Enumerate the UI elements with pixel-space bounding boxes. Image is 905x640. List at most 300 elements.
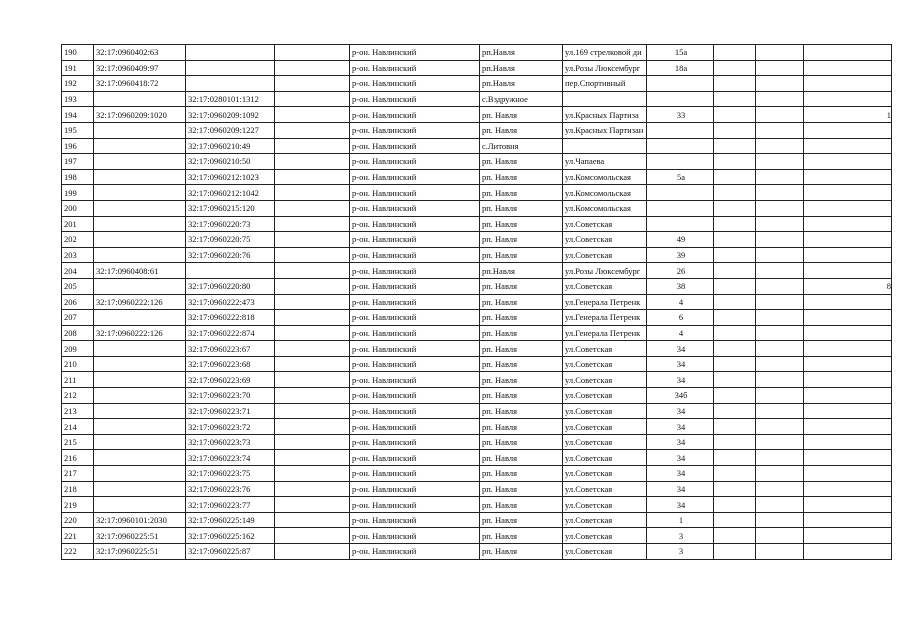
new-cadastral-number — [186, 45, 275, 61]
street-cell: ул.Советская — [563, 466, 647, 482]
row-number: 216 — [62, 450, 94, 466]
settlement-cell: рп. Навля — [480, 154, 563, 170]
table-row — [62, 388, 892, 404]
extra-cell-2 — [756, 481, 804, 497]
old-cadastral-number — [94, 388, 186, 404]
empty-cell — [275, 278, 350, 294]
empty-cell — [275, 466, 350, 482]
table-row — [62, 76, 892, 92]
house-number-cell: 34 — [647, 450, 714, 466]
table-row — [62, 512, 892, 528]
row-number: 207 — [62, 310, 94, 326]
street-cell: ул.Советская — [563, 403, 647, 419]
district-cell: р-он. Навлинский — [350, 466, 480, 482]
registry-body — [62, 45, 892, 560]
empty-cell — [275, 200, 350, 216]
old-cadastral-number — [94, 247, 186, 263]
street-cell: ул.Советская — [563, 388, 647, 404]
table-row — [62, 544, 892, 560]
extra-cell-2 — [756, 185, 804, 201]
empty-cell — [275, 185, 350, 201]
table-row — [62, 403, 892, 419]
extra-cell-1 — [714, 216, 756, 232]
house-number-cell: 15а — [647, 45, 714, 61]
old-cadastral-number — [94, 200, 186, 216]
extra-cell-1 — [714, 419, 756, 435]
old-cadastral-number — [94, 154, 186, 170]
table-row — [62, 356, 892, 372]
street-cell: ул.Советская — [563, 481, 647, 497]
extra-cell-2 — [756, 356, 804, 372]
new-cadastral-number: 32:17:0960223:73 — [186, 434, 275, 450]
row-number: 195 — [62, 122, 94, 138]
settlement-cell: рп.Навля — [480, 60, 563, 76]
settlement-cell: рп. Навля — [480, 107, 563, 123]
street-cell: пер.Спортивный — [563, 76, 647, 92]
new-cadastral-number: 32:17:0960223:74 — [186, 450, 275, 466]
settlement-cell: рп. Навля — [480, 278, 563, 294]
district-cell: р-он. Навлинский — [350, 341, 480, 357]
extra-cell-1 — [714, 154, 756, 170]
district-cell: р-он. Навлинский — [350, 388, 480, 404]
empty-cell — [275, 232, 350, 248]
extra-cell-2 — [756, 60, 804, 76]
extra-cell-2 — [756, 76, 804, 92]
row-number: 201 — [62, 216, 94, 232]
street-cell: ул.Советская — [563, 544, 647, 560]
row-number: 193 — [62, 91, 94, 107]
table-row — [62, 481, 892, 497]
registry-table — [61, 44, 892, 560]
house-number-cell: 6 — [647, 310, 714, 326]
table-row — [62, 247, 892, 263]
street-cell: ул.Генерала Петренк — [563, 325, 647, 341]
old-cadastral-number — [94, 356, 186, 372]
new-cadastral-number: 32:17:0960222:818 — [186, 310, 275, 326]
old-cadastral-number — [94, 185, 186, 201]
new-cadastral-number: 32:17:0960223:72 — [186, 419, 275, 435]
empty-cell — [275, 512, 350, 528]
settlement-cell: рп. Навля — [480, 528, 563, 544]
extra-cell-2 — [756, 528, 804, 544]
empty-cell — [275, 434, 350, 450]
street-cell: ул.Советская — [563, 278, 647, 294]
house-number-cell: 4 — [647, 294, 714, 310]
extra-cell-2 — [756, 403, 804, 419]
new-cadastral-number: 32:17:0960225:149 — [186, 512, 275, 528]
old-cadastral-number — [94, 372, 186, 388]
settlement-cell: с.Вздружное — [480, 91, 563, 107]
old-cadastral-number: 32:17:0960222:126 — [94, 325, 186, 341]
house-number-cell: 49 — [647, 232, 714, 248]
extra-cell-3 — [804, 356, 892, 372]
district-cell: р-он. Навлинский — [350, 294, 480, 310]
house-number-cell: 33 — [647, 107, 714, 123]
extra-cell-2 — [756, 107, 804, 123]
street-cell — [563, 138, 647, 154]
table-row — [62, 278, 892, 294]
old-cadastral-number: 32:17:0960225:51 — [94, 528, 186, 544]
extra-cell-1 — [714, 107, 756, 123]
new-cadastral-number: 32:17:0960210:49 — [186, 138, 275, 154]
row-number: 211 — [62, 372, 94, 388]
old-cadastral-number — [94, 122, 186, 138]
district-cell: р-он. Навлинский — [350, 356, 480, 372]
district-cell: р-он. Навлинский — [350, 169, 480, 185]
row-number: 191 — [62, 60, 94, 76]
row-number: 190 — [62, 45, 94, 61]
house-number-cell: 39 — [647, 247, 714, 263]
table-row — [62, 107, 892, 123]
house-number-cell: 4 — [647, 325, 714, 341]
district-cell: р-он. Навлинский — [350, 310, 480, 326]
row-number: 194 — [62, 107, 94, 123]
extra-cell-3 — [804, 372, 892, 388]
extra-cell-2 — [756, 325, 804, 341]
settlement-cell: рп. Навля — [480, 356, 563, 372]
old-cadastral-number: 32:17:0960402:63 — [94, 45, 186, 61]
empty-cell — [275, 76, 350, 92]
table-row — [62, 185, 892, 201]
street-cell: ул.Генерала Петренк — [563, 310, 647, 326]
district-cell: р-он. Навлинский — [350, 450, 480, 466]
extra-cell-1 — [714, 232, 756, 248]
empty-cell — [275, 263, 350, 279]
settlement-cell: рп. Навля — [480, 185, 563, 201]
old-cadastral-number — [94, 419, 186, 435]
new-cadastral-number: 32:17:0960212:1042 — [186, 185, 275, 201]
street-cell: ул.Советская — [563, 528, 647, 544]
house-number-cell: 34 — [647, 497, 714, 513]
house-number-cell: 34 — [647, 341, 714, 357]
extra-cell-2 — [756, 45, 804, 61]
old-cadastral-number — [94, 169, 186, 185]
extra-cell-1 — [714, 247, 756, 263]
house-number-cell — [647, 216, 714, 232]
extra-cell-1 — [714, 76, 756, 92]
row-number: 220 — [62, 512, 94, 528]
new-cadastral-number: 32:17:0960209:1227 — [186, 122, 275, 138]
new-cadastral-number: 32:17:0960223:77 — [186, 497, 275, 513]
street-cell: ул.Советская — [563, 232, 647, 248]
row-number: 221 — [62, 528, 94, 544]
empty-cell — [275, 497, 350, 513]
house-number-cell: 3 — [647, 544, 714, 560]
house-number-cell: 34 — [647, 372, 714, 388]
old-cadastral-number — [94, 403, 186, 419]
old-cadastral-number — [94, 341, 186, 357]
house-number-cell: 26 — [647, 263, 714, 279]
district-cell: р-он. Навлинский — [350, 232, 480, 248]
extra-cell-1 — [714, 528, 756, 544]
row-number: 203 — [62, 247, 94, 263]
table-row — [62, 122, 892, 138]
district-cell: р-он. Навлинский — [350, 216, 480, 232]
table-row — [62, 91, 892, 107]
house-number-cell: 38 — [647, 278, 714, 294]
table-row — [62, 341, 892, 357]
extra-cell-1 — [714, 388, 756, 404]
house-number-cell: 34 — [647, 481, 714, 497]
table-row — [62, 138, 892, 154]
house-number-cell — [647, 138, 714, 154]
house-number-cell: 34 — [647, 419, 714, 435]
extra-cell-3 — [804, 154, 892, 170]
table-row — [62, 528, 892, 544]
settlement-cell: рп. Навля — [480, 372, 563, 388]
extra-cell-3 — [804, 169, 892, 185]
district-cell: р-он. Навлинский — [350, 278, 480, 294]
extra-cell-2 — [756, 450, 804, 466]
district-cell: р-он. Навлинский — [350, 512, 480, 528]
extra-cell-2 — [756, 278, 804, 294]
table-row — [62, 200, 892, 216]
settlement-cell: рп. Навля — [480, 169, 563, 185]
street-cell: ул.Советская — [563, 450, 647, 466]
old-cadastral-number — [94, 278, 186, 294]
extra-cell-1 — [714, 325, 756, 341]
empty-cell — [275, 45, 350, 61]
empty-cell — [275, 528, 350, 544]
district-cell: р-он. Навлинский — [350, 185, 480, 201]
district-cell: р-он. Навлинский — [350, 122, 480, 138]
settlement-cell: рп. Навля — [480, 419, 563, 435]
extra-cell-2 — [756, 263, 804, 279]
extra-cell-1 — [714, 341, 756, 357]
row-number: 202 — [62, 232, 94, 248]
extra-cell-3 — [804, 528, 892, 544]
house-number-cell — [647, 122, 714, 138]
street-cell: ул.Красных Партиза — [563, 107, 647, 123]
extra-cell-3 — [804, 544, 892, 560]
district-cell: р-он. Навлинский — [350, 91, 480, 107]
new-cadastral-number: 32:17:0960223:75 — [186, 466, 275, 482]
new-cadastral-number: 32:17:0960220:76 — [186, 247, 275, 263]
empty-cell — [275, 544, 350, 560]
extra-cell-3 — [804, 341, 892, 357]
table-row — [62, 497, 892, 513]
district-cell: р-он. Навлинский — [350, 497, 480, 513]
district-cell: р-он. Навлинский — [350, 481, 480, 497]
extra-cell-3 — [804, 76, 892, 92]
district-cell: р-он. Навлинский — [350, 76, 480, 92]
new-cadastral-number: 32:17:0960225:162 — [186, 528, 275, 544]
extra-cell-1 — [714, 434, 756, 450]
row-number: 217 — [62, 466, 94, 482]
extra-cell-3 — [804, 45, 892, 61]
old-cadastral-number: 32:17:0960225:51 — [94, 544, 186, 560]
empty-cell — [275, 107, 350, 123]
extra-cell-2 — [756, 169, 804, 185]
new-cadastral-number: 32:17:0960220:73 — [186, 216, 275, 232]
row-number: 196 — [62, 138, 94, 154]
extra-cell-3: 1 — [804, 107, 892, 123]
house-number-cell: 34 — [647, 434, 714, 450]
old-cadastral-number — [94, 91, 186, 107]
extra-cell-3 — [804, 388, 892, 404]
empty-cell — [275, 294, 350, 310]
row-number: 206 — [62, 294, 94, 310]
extra-cell-2 — [756, 341, 804, 357]
row-number: 209 — [62, 341, 94, 357]
new-cadastral-number: 32:17:0960210:50 — [186, 154, 275, 170]
street-cell: ул.Генерала Петренк — [563, 294, 647, 310]
extra-cell-1 — [714, 200, 756, 216]
extra-cell-1 — [714, 450, 756, 466]
extra-cell-1 — [714, 403, 756, 419]
settlement-cell: рп. Навля — [480, 294, 563, 310]
district-cell: р-он. Навлинский — [350, 403, 480, 419]
settlement-cell: с.Литовня — [480, 138, 563, 154]
table-row — [62, 419, 892, 435]
extra-cell-2 — [756, 154, 804, 170]
street-cell: ул.Розы Люксембург — [563, 263, 647, 279]
extra-cell-2 — [756, 466, 804, 482]
row-number: 192 — [62, 76, 94, 92]
extra-cell-3 — [804, 200, 892, 216]
table-row — [62, 154, 892, 170]
district-cell: р-он. Навлинский — [350, 528, 480, 544]
extra-cell-2 — [756, 91, 804, 107]
extra-cell-1 — [714, 544, 756, 560]
house-number-cell: 3 — [647, 528, 714, 544]
house-number-cell — [647, 76, 714, 92]
extra-cell-1 — [714, 310, 756, 326]
extra-cell-1 — [714, 481, 756, 497]
extra-cell-3 — [804, 450, 892, 466]
empty-cell — [275, 60, 350, 76]
empty-cell — [275, 403, 350, 419]
extra-cell-1 — [714, 466, 756, 482]
table-row — [62, 263, 892, 279]
district-cell: р-он. Навлинский — [350, 154, 480, 170]
street-cell: ул.Комсомольская — [563, 200, 647, 216]
row-number: 222 — [62, 544, 94, 560]
district-cell: р-он. Навлинский — [350, 544, 480, 560]
extra-cell-1 — [714, 294, 756, 310]
settlement-cell: рп. Навля — [480, 232, 563, 248]
old-cadastral-number — [94, 216, 186, 232]
house-number-cell: 34 — [647, 403, 714, 419]
extra-cell-1 — [714, 169, 756, 185]
house-number-cell — [647, 185, 714, 201]
empty-cell — [275, 247, 350, 263]
table-row — [62, 310, 892, 326]
new-cadastral-number: 32:17:0960223:68 — [186, 356, 275, 372]
extra-cell-3 — [804, 122, 892, 138]
settlement-cell: рп. Навля — [480, 247, 563, 263]
old-cadastral-number: 32:17:0960101:2030 — [94, 512, 186, 528]
extra-cell-2 — [756, 497, 804, 513]
extra-cell-1 — [714, 45, 756, 61]
empty-cell — [275, 388, 350, 404]
empty-cell — [275, 450, 350, 466]
old-cadastral-number: 32:17:0960418:72 — [94, 76, 186, 92]
settlement-cell: рп. Навля — [480, 122, 563, 138]
district-cell: р-он. Навлинский — [350, 263, 480, 279]
extra-cell-1 — [714, 91, 756, 107]
extra-cell-3 — [804, 263, 892, 279]
old-cadastral-number: 32:17:0960409:97 — [94, 60, 186, 76]
table-row — [62, 45, 892, 61]
row-number: 213 — [62, 403, 94, 419]
street-cell: ул.Советская — [563, 341, 647, 357]
empty-cell — [275, 169, 350, 185]
street-cell: ул.Советская — [563, 434, 647, 450]
house-number-cell: 34 — [647, 356, 714, 372]
table-row — [62, 169, 892, 185]
settlement-cell: рп. Навля — [480, 466, 563, 482]
settlement-cell: рп. Навля — [480, 310, 563, 326]
district-cell: р-он. Навлинский — [350, 60, 480, 76]
row-number: 197 — [62, 154, 94, 170]
house-number-cell — [647, 200, 714, 216]
table-row — [62, 294, 892, 310]
street-cell: ул.Комсомольская — [563, 169, 647, 185]
street-cell: ул.Советская — [563, 356, 647, 372]
row-number: 218 — [62, 481, 94, 497]
settlement-cell: рп. Навля — [480, 216, 563, 232]
empty-cell — [275, 356, 350, 372]
old-cadastral-number — [94, 466, 186, 482]
extra-cell-2 — [756, 232, 804, 248]
extra-cell-1 — [714, 512, 756, 528]
extra-cell-2 — [756, 388, 804, 404]
empty-cell — [275, 122, 350, 138]
empty-cell — [275, 325, 350, 341]
old-cadastral-number — [94, 434, 186, 450]
street-cell: ул.Советская — [563, 247, 647, 263]
district-cell: р-он. Навлинский — [350, 107, 480, 123]
extra-cell-3 — [804, 216, 892, 232]
extra-cell-2 — [756, 434, 804, 450]
new-cadastral-number: 32:17:0960215:120 — [186, 200, 275, 216]
table-row — [62, 325, 892, 341]
settlement-cell: рп. Навля — [480, 325, 563, 341]
district-cell: р-он. Навлинский — [350, 200, 480, 216]
table-row — [62, 372, 892, 388]
extra-cell-3 — [804, 91, 892, 107]
street-cell: ул.Советская — [563, 512, 647, 528]
old-cadastral-number — [94, 450, 186, 466]
new-cadastral-number: 32:17:0280101:1312 — [186, 91, 275, 107]
extra-cell-1 — [714, 356, 756, 372]
new-cadastral-number: 32:17:0960220:80 — [186, 278, 275, 294]
settlement-cell: рп.Навля — [480, 76, 563, 92]
settlement-cell: рп. Навля — [480, 341, 563, 357]
street-cell: ул.Советская — [563, 419, 647, 435]
row-number: 198 — [62, 169, 94, 185]
settlement-cell: рп. Навля — [480, 450, 563, 466]
empty-cell — [275, 91, 350, 107]
extra-cell-3 — [804, 512, 892, 528]
empty-cell — [275, 481, 350, 497]
district-cell: р-он. Навлинский — [350, 434, 480, 450]
extra-cell-3: 8 — [804, 278, 892, 294]
district-cell: р-он. Навлинский — [350, 247, 480, 263]
house-number-cell — [647, 91, 714, 107]
new-cadastral-number: 32:17:0960223:69 — [186, 372, 275, 388]
extra-cell-3 — [804, 60, 892, 76]
street-cell: ул.Чапаева — [563, 154, 647, 170]
row-number: 212 — [62, 388, 94, 404]
street-cell: ул.Розы Люксембург — [563, 60, 647, 76]
house-number-cell: 34 — [647, 466, 714, 482]
extra-cell-1 — [714, 497, 756, 513]
street-cell: ул.Красных Партизан — [563, 122, 647, 138]
extra-cell-1 — [714, 138, 756, 154]
district-cell: р-он. Навлинский — [350, 325, 480, 341]
